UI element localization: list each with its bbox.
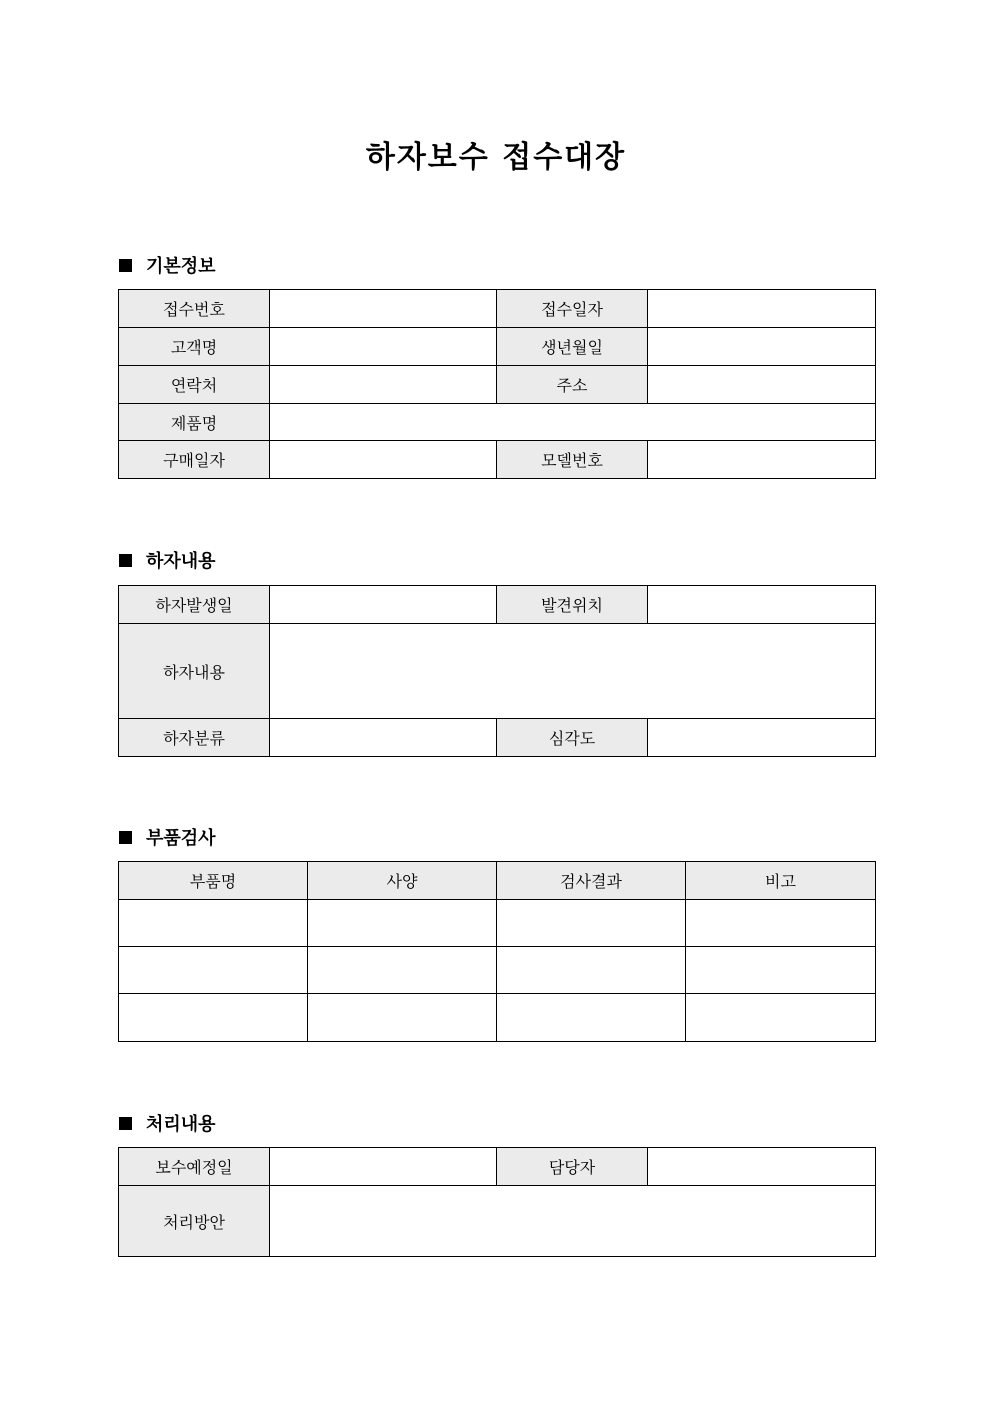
- table-cell[interactable]: [497, 900, 686, 947]
- square-bullet-icon: [119, 259, 132, 272]
- section-heading-label: 부품검사: [146, 828, 216, 849]
- table-row: [119, 900, 876, 947]
- found-location-label: 발견위치: [497, 586, 648, 624]
- scheduled-date-field[interactable]: [270, 1148, 497, 1186]
- customer-name-field[interactable]: [270, 328, 497, 366]
- product-name-label: 제품명: [119, 404, 270, 441]
- table-row: [119, 994, 876, 1042]
- table-cell[interactable]: [119, 900, 308, 947]
- column-header: 부품명: [119, 862, 308, 900]
- manager-label: 담당자: [497, 1148, 648, 1186]
- section-heading-label: 하자내용: [146, 551, 216, 572]
- processing-plan-label: 처리방안: [119, 1186, 270, 1257]
- severity-label: 심각도: [497, 719, 648, 757]
- birth-date-label: 생년월일: [497, 328, 648, 366]
- table-cell[interactable]: [686, 994, 876, 1042]
- table-row: [119, 947, 876, 994]
- address-field[interactable]: [648, 366, 876, 404]
- page-title: 하자보수 접수대장: [365, 140, 627, 175]
- parts-inspection-table: [118, 861, 876, 1042]
- scheduled-date-label: 보수예정일: [119, 1148, 270, 1186]
- contact-label: 연락처: [119, 366, 270, 404]
- model-no-label: 모델번호: [497, 441, 648, 479]
- section-heading-basic: [119, 253, 216, 277]
- manager-field[interactable]: [648, 1148, 876, 1186]
- defect-content-field[interactable]: [270, 624, 876, 719]
- table-cell[interactable]: [119, 947, 308, 994]
- model-no-field[interactable]: [648, 441, 876, 479]
- section-heading-label: 처리내용: [146, 1114, 216, 1135]
- birth-date-field[interactable]: [648, 328, 876, 366]
- square-bullet-icon: [119, 831, 132, 844]
- table-cell[interactable]: [686, 947, 876, 994]
- square-bullet-icon: [119, 1117, 132, 1130]
- receipt-date-field[interactable]: [648, 290, 876, 328]
- occurrence-date-field[interactable]: [270, 586, 497, 624]
- defect-content-label: 하자내용: [119, 624, 270, 719]
- table-cell[interactable]: [497, 994, 686, 1042]
- table-cell[interactable]: [119, 994, 308, 1042]
- receipt-no-label: 접수번호: [119, 290, 270, 328]
- column-header: 검사결과: [497, 862, 686, 900]
- found-location-field[interactable]: [648, 586, 876, 624]
- customer-name-label: 고객명: [119, 328, 270, 366]
- square-bullet-icon: [119, 554, 132, 567]
- contact-field[interactable]: [270, 366, 497, 404]
- section-heading-label: 기본정보: [146, 256, 216, 277]
- table-cell[interactable]: [308, 900, 497, 947]
- product-name-field[interactable]: [270, 404, 876, 441]
- section-heading-processing: [119, 1111, 216, 1135]
- purchase-date-field[interactable]: [270, 441, 497, 479]
- table-cell[interactable]: [497, 947, 686, 994]
- section-heading-parts: [119, 825, 216, 849]
- severity-field[interactable]: [648, 719, 876, 757]
- table-cell[interactable]: [308, 947, 497, 994]
- receipt-no-field[interactable]: [270, 290, 497, 328]
- basic-info-table: [118, 289, 876, 479]
- column-header: 사양: [308, 862, 497, 900]
- defect-category-label: 하자분류: [119, 719, 270, 757]
- occurrence-date-label: 하자발생일: [119, 586, 270, 624]
- processing-plan-field[interactable]: [270, 1186, 876, 1257]
- processing-table: [118, 1147, 876, 1257]
- address-label: 주소: [497, 366, 648, 404]
- defect-category-field[interactable]: [270, 719, 497, 757]
- table-cell[interactable]: [308, 994, 497, 1042]
- defect-table: [118, 585, 876, 757]
- purchase-date-label: 구매일자: [119, 441, 270, 479]
- section-heading-defect: [119, 548, 216, 572]
- table-cell[interactable]: [686, 900, 876, 947]
- column-header: 비고: [686, 862, 876, 900]
- receipt-date-label: 접수일자: [497, 290, 648, 328]
